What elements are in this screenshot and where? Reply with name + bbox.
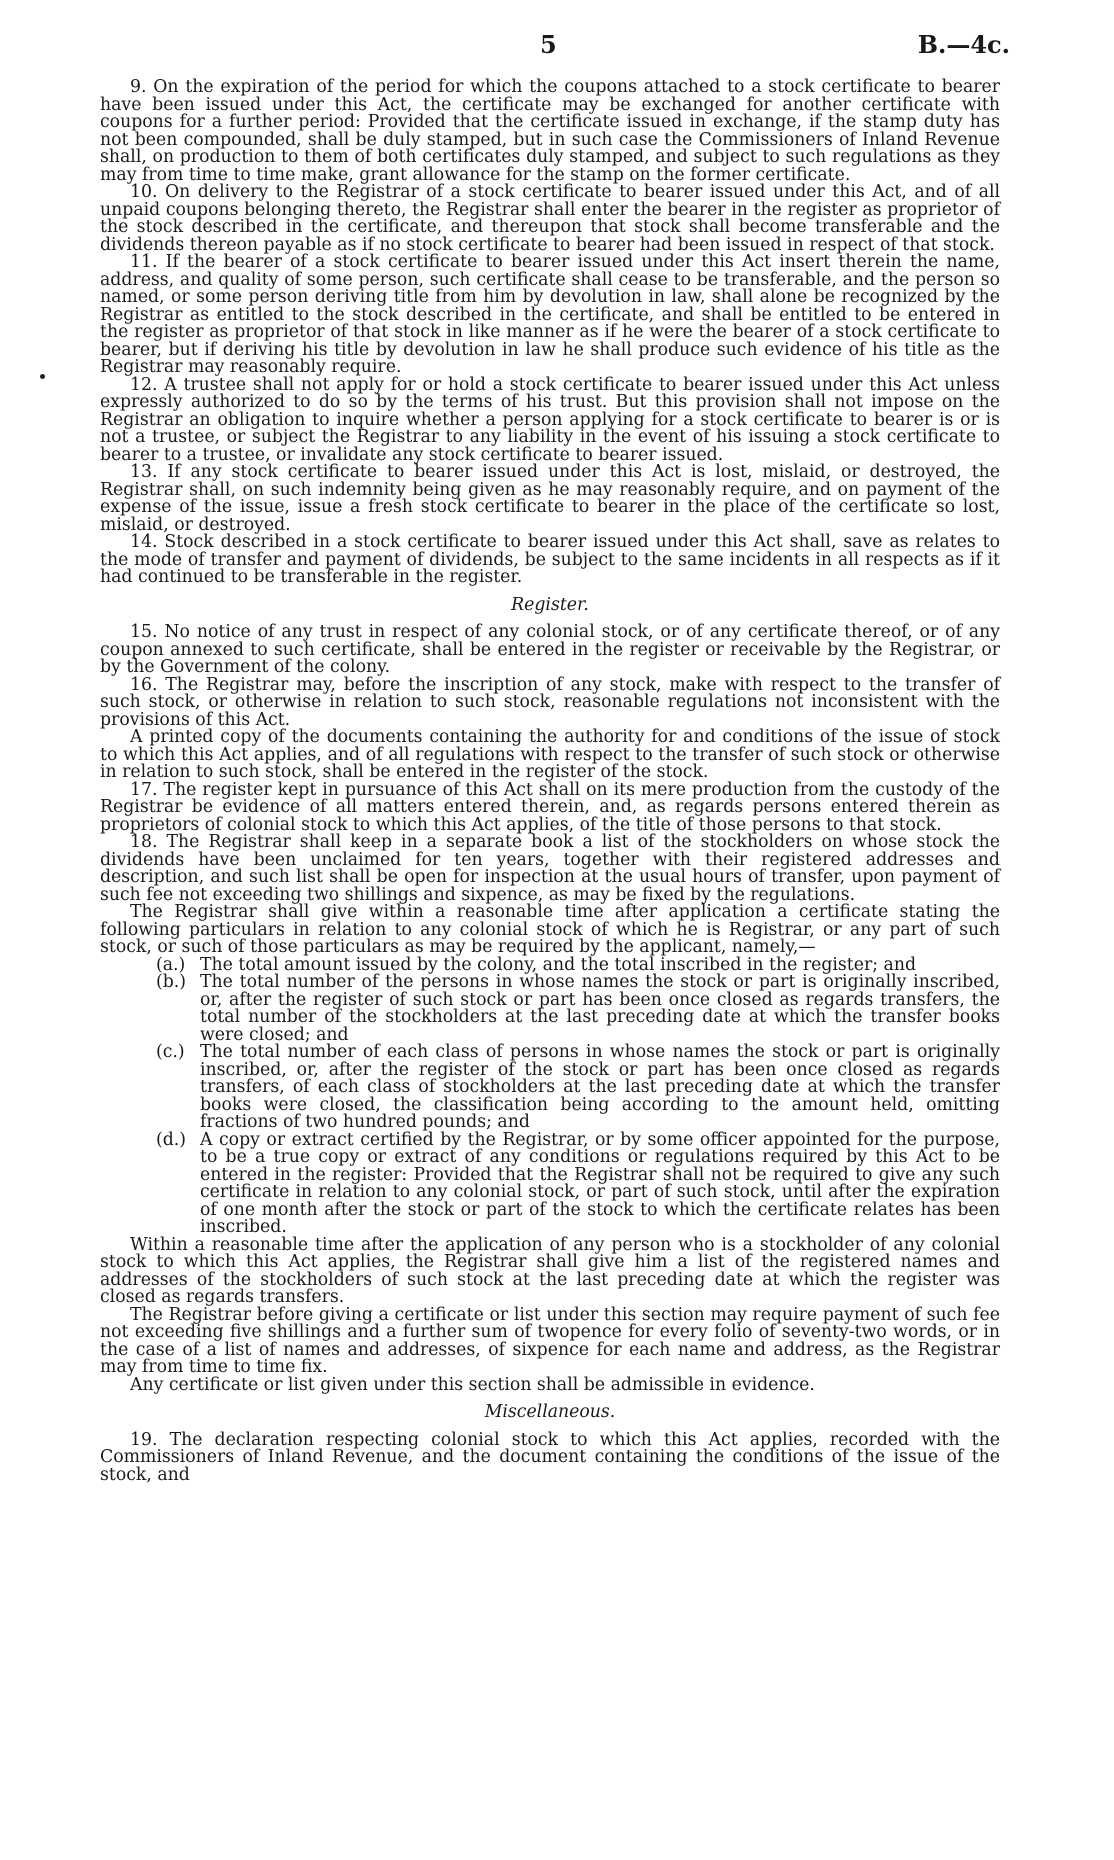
item-text: The total amount issued by the colony, and the total inscribed in the register; and — [200, 954, 917, 975]
item-text: The total number of each class of persons in whose names the stock or part is originally inscribed, or, after the register of the stock or part has been once closed as regards transfers, of each class of stockholders at the last preceding date at which the transfer books were closed, the classification being according to the amount held, omitting fractions of two hundred pounds; and — [200, 1042, 1000, 1132]
item-label: (d.) — [156, 1129, 187, 1150]
section-14: 14. Stock described in a stock certificate to bearer issued under this Act shall, save as relates to the mode of transfer and payment of dividends, be subject to the same incidents in all respects as if it had continued to be transferable in the register. — [100, 532, 1000, 587]
particulars-list — [100, 954, 1000, 1237]
section-12: 12. A trustee shall not apply for or hold a stock certificate to bearer issued under this Act unless expressly authorized to do so by the terms of his trust. But this provision shall not impose on the Registrar an obligation to inquire whether a person applying for a stock certificate to bearer is or is not a trustee, or subject the Registrar to any liability in the event of his issuing a stock certificate to bearer to a trustee, or invalidate any stock certificate to bearer issued. — [100, 374, 1000, 465]
section-18-certificate: The Registrar shall give within a reasonable time after application a certificate stating the following particulars in relation to any colonial stock of which he is Registrar, or any part of such stock, or such of those particulars as may be required by the applicant, namely,— — [100, 902, 1000, 957]
section-9: 9. On the expiration of the period for which the coupons attached to a stock certificate to bearer have been issued under this Act, the certificate may be exchanged for another certificate with coupons for a further period: Provided that the certificate issued in exchange, if the stamp duty has not been compounded, shall be duly stamped, but in such case the Commissioners of Inland Revenue shall, on production to them of both certificates duly stamped, and subject to such regulations as they may from time to time make, grant allowance for the stamp on the former certificate. — [100, 77, 1000, 185]
document-body — [100, 79, 1000, 1484]
section-18: 18. The Registrar shall keep in a separate book a list of the stockholders on whose stock the dividends have been unclaimed for ten years, together with their registered addresses and description, and such list shall be open for inspection at the usual hours of transfer, upon payment of such fee not exceeding two shillings and sixpence, as may be fixed by the regulations. — [100, 832, 1000, 905]
item-label: (c.) — [156, 1042, 185, 1062]
heading-miscellaneous: Miscellaneous. — [484, 1402, 616, 1422]
section-13: 13. If any stock certificate to bearer issued under this Act is lost, mislaid, or destroyed, the Registrar shall, on such indemnity being given as he may reasonably require, and on payment of the expense of the issue, issue a fresh stock certificate to bearer in the place of the certificate so lost, mislaid, or destroyed. — [100, 462, 1000, 535]
section-16: 16. The Registrar may, before the inscription of any stock, make with respect to the transfer of such stock, or otherwise in relation to such stock, reasonable regulations not inconsistent with the provisions of this Act. — [100, 674, 1000, 730]
item-text: The total number of the persons in whose names the stock or part is originally inscribed, or, after the register of such stock or part has been once closed as regards transfers, the total number of the stockholders at the last preceding date at which the transfer books were closed; and — [200, 972, 1000, 1045]
section-18-list: Within a reasonable time after the application of any person who is a stockholder of any colonial stock to which this Act applies, the Registrar shall give him a list of the registered names and addresses of the stockholders of such stock at the last preceding date at which the register was closed as regards transfers. — [100, 1234, 1000, 1307]
section-18-fee: The Registrar before giving a certificate or list under this section may require payment of such fee not exceeding five shillings and a further sum of twopence for every folio of seventy-two words, or in the case of a list of names and addresses, of sixpence for each name and address, as the Registrar may from time to time fix. — [100, 1304, 1000, 1377]
section-11: 11. If the bearer of a stock certificate to bearer issued under this Act insert therein the name, address, and quality of some person, such certificate shall cease to be transferable, and the person so named, or some person deriving title from him by devolution in law, shall alone be recognized by the Registrar as entitled to the stock described in the certificate, and shall be entitled to be entered in the register as proprietor of that stock in like manner as if he were the bearer of a stock certificate to bearer, but if deriving his title by devolution in law he shall produce such evidence of his title as the Registrar may reasonably require. — [100, 252, 1000, 377]
section-15: 15. No notice of any trust in respect of any colonial stock, or of any certificate thereof, or of any coupon annexed to such certificate, shall be entered in the register or receivable by the Registrar, or by the Government of the colony. — [100, 622, 1000, 677]
item-text: A copy or extract certified by the Registrar, or by some officer appointed for the purpose, to be a true copy or extract of any conditions or regulations required by this Act to be entered in the register: Provided that the Registrar shall not be required to give any such certificate in relation to any colonial stock, or part of such stock, until after the expiration of one month after the stock or part of the stock to which the certificate relates has been inscribed. — [200, 1129, 1000, 1237]
heading-register: Register. — [511, 594, 589, 615]
list-item — [100, 974, 1000, 1044]
margin-mark — [40, 374, 45, 379]
item-label: (a.) — [156, 954, 186, 975]
list-item — [100, 1129, 1000, 1237]
section-16-paragraph: A printed copy of the documents containing the authority for and conditions of the issue of stock to which this Act applies, and of all regulations with respect to the transfer of such stock or otherwise in relation to such stock, shall be entered in the register of the stock. — [100, 727, 1000, 782]
section-19: 19. The declaration respecting colonial stock to which this Act applies, recorded with the Commissioners of Inland Revenue, and the document containing the conditions of the issue of the stock, and — [100, 1429, 1000, 1485]
document-reference: B.—4c. — [917, 30, 1010, 59]
section-17: 17. The register kept in pursuance of this Act shall on its mere production from the custody of the Registrar be evidence of all matters entered therein, and, as regards persons entered therein as proprietors of colonial stock to which this Act applies, of the title of those persons to that stock. — [100, 779, 1000, 835]
page-number: 5 — [540, 30, 557, 59]
section-10: 10. On delivery to the Registrar of a stock certificate to bearer issued under this Act, and of all unpaid coupons belonging thereto, the Registrar shall enter the bearer in the register as proprietor of the stock described in the certificate, and thereupon that stock shall become transferable and the dividends thereon payable as if no stock certificate to bearer had been issued in respect of that stock. — [100, 182, 1000, 255]
list-item — [100, 1044, 1000, 1132]
item-label: (b.) — [156, 972, 187, 992]
section-18-evidence: Any certificate or list given under this section shall be admissible in evidence. — [130, 1374, 815, 1395]
